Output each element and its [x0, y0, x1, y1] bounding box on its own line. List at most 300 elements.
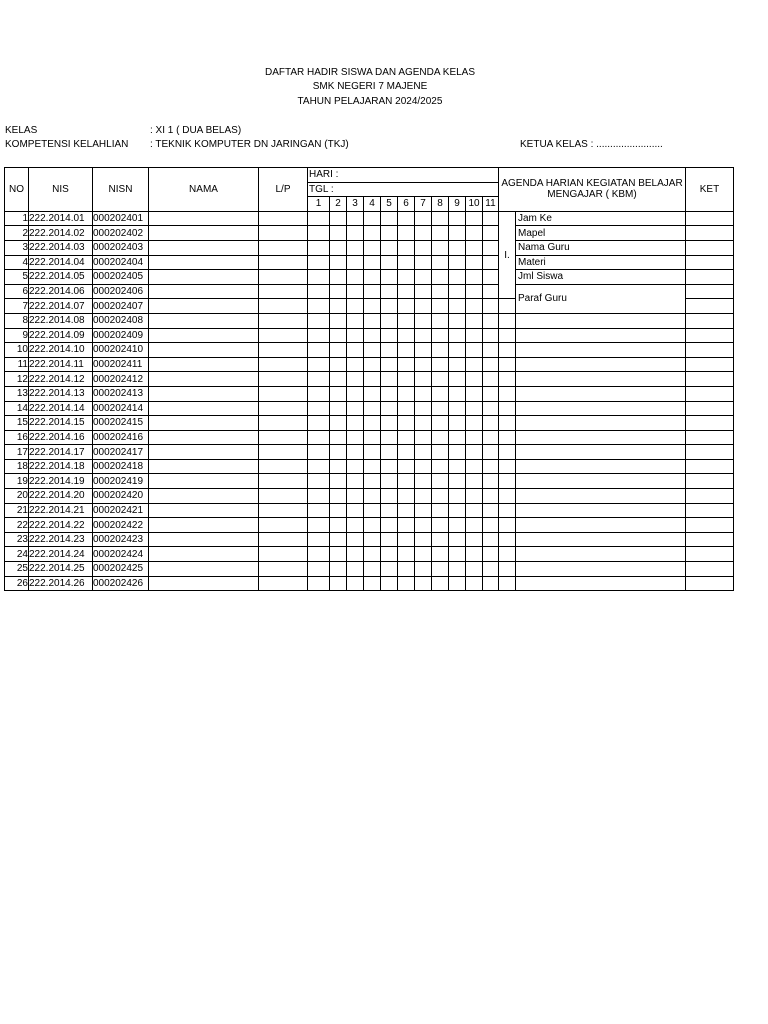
attendance-cell[interactable] [347, 211, 364, 226]
attendance-cell[interactable] [308, 562, 330, 577]
row-ket-cell[interactable] [686, 445, 734, 460]
attendance-cell[interactable] [308, 503, 330, 518]
attendance-cell[interactable] [483, 474, 499, 489]
attendance-cell[interactable] [330, 255, 347, 270]
attendance-cell[interactable] [308, 299, 330, 314]
attendance-cell[interactable] [364, 547, 381, 562]
attendance-cell[interactable] [398, 489, 415, 504]
attendance-cell[interactable] [364, 313, 381, 328]
row-ket-cell[interactable] [686, 357, 734, 372]
attendance-cell[interactable] [432, 357, 449, 372]
attendance-cell[interactable] [330, 489, 347, 504]
attendance-cell[interactable] [449, 226, 466, 241]
row-lp-cell[interactable] [259, 240, 308, 255]
attendance-cell[interactable] [483, 372, 499, 387]
attendance-cell[interactable] [381, 313, 398, 328]
attendance-cell[interactable] [381, 386, 398, 401]
attendance-cell[interactable] [330, 313, 347, 328]
attendance-cell[interactable] [415, 445, 432, 460]
row-lp-cell[interactable] [259, 211, 308, 226]
attendance-cell[interactable] [398, 401, 415, 416]
attendance-cell[interactable] [398, 576, 415, 591]
attendance-cell[interactable] [432, 313, 449, 328]
attendance-cell[interactable] [466, 474, 483, 489]
attendance-cell[interactable] [308, 445, 330, 460]
attendance-cell[interactable] [466, 226, 483, 241]
attendance-cell[interactable] [398, 284, 415, 299]
attendance-cell[interactable] [364, 372, 381, 387]
attendance-cell[interactable] [432, 416, 449, 431]
attendance-cell[interactable] [449, 518, 466, 533]
attendance-cell[interactable] [347, 518, 364, 533]
attendance-cell[interactable] [308, 459, 330, 474]
attendance-cell[interactable] [364, 416, 381, 431]
attendance-cell[interactable] [449, 372, 466, 387]
row-nama-cell[interactable] [149, 270, 259, 285]
row-lp-cell[interactable] [259, 489, 308, 504]
attendance-cell[interactable] [330, 459, 347, 474]
attendance-cell[interactable] [432, 211, 449, 226]
attendance-cell[interactable] [449, 211, 466, 226]
attendance-cell[interactable] [330, 576, 347, 591]
attendance-cell[interactable] [330, 474, 347, 489]
row-lp-cell[interactable] [259, 255, 308, 270]
attendance-cell[interactable] [347, 576, 364, 591]
attendance-cell[interactable] [432, 562, 449, 577]
attendance-cell[interactable] [415, 357, 432, 372]
row-lp-cell[interactable] [259, 270, 308, 285]
row-ket-cell[interactable] [686, 270, 734, 285]
attendance-cell[interactable] [415, 240, 432, 255]
attendance-cell[interactable] [381, 401, 398, 416]
attendance-cell[interactable] [308, 547, 330, 562]
attendance-cell[interactable] [347, 284, 364, 299]
attendance-cell[interactable] [364, 474, 381, 489]
attendance-cell[interactable] [347, 357, 364, 372]
attendance-cell[interactable] [381, 270, 398, 285]
attendance-cell[interactable] [364, 226, 381, 241]
row-lp-cell[interactable] [259, 299, 308, 314]
row-nama-cell[interactable] [149, 357, 259, 372]
attendance-cell[interactable] [398, 343, 415, 358]
row-lp-cell[interactable] [259, 313, 308, 328]
attendance-cell[interactable] [415, 532, 432, 547]
attendance-cell[interactable] [466, 255, 483, 270]
attendance-cell[interactable] [398, 445, 415, 460]
attendance-cell[interactable] [483, 416, 499, 431]
attendance-cell[interactable] [449, 474, 466, 489]
attendance-cell[interactable] [381, 445, 398, 460]
attendance-cell[interactable] [381, 416, 398, 431]
attendance-cell[interactable] [308, 489, 330, 504]
attendance-cell[interactable] [330, 226, 347, 241]
attendance-cell[interactable] [432, 240, 449, 255]
attendance-cell[interactable] [415, 430, 432, 445]
attendance-cell[interactable] [483, 357, 499, 372]
attendance-cell[interactable] [381, 357, 398, 372]
attendance-cell[interactable] [483, 576, 499, 591]
attendance-cell[interactable] [483, 226, 499, 241]
attendance-cell[interactable] [449, 270, 466, 285]
attendance-cell[interactable] [308, 255, 330, 270]
attendance-cell[interactable] [381, 503, 398, 518]
attendance-cell[interactable] [432, 532, 449, 547]
attendance-cell[interactable] [398, 562, 415, 577]
row-nama-cell[interactable] [149, 416, 259, 431]
row-lp-cell[interactable] [259, 372, 308, 387]
attendance-cell[interactable] [398, 240, 415, 255]
attendance-cell[interactable] [432, 226, 449, 241]
row-ket-cell[interactable] [686, 240, 734, 255]
row-nama-cell[interactable] [149, 386, 259, 401]
attendance-cell[interactable] [449, 328, 466, 343]
attendance-cell[interactable] [347, 430, 364, 445]
attendance-cell[interactable] [398, 547, 415, 562]
attendance-cell[interactable] [483, 503, 499, 518]
attendance-cell[interactable] [449, 445, 466, 460]
attendance-cell[interactable] [415, 401, 432, 416]
attendance-cell[interactable] [381, 430, 398, 445]
attendance-cell[interactable] [381, 576, 398, 591]
row-ket-cell[interactable] [686, 372, 734, 387]
attendance-cell[interactable] [381, 459, 398, 474]
attendance-cell[interactable] [330, 401, 347, 416]
attendance-cell[interactable] [483, 255, 499, 270]
row-lp-cell[interactable] [259, 430, 308, 445]
attendance-cell[interactable] [347, 459, 364, 474]
row-nama-cell[interactable] [149, 372, 259, 387]
attendance-cell[interactable] [398, 357, 415, 372]
row-ket-cell[interactable] [686, 489, 734, 504]
attendance-cell[interactable] [381, 532, 398, 547]
attendance-cell[interactable] [347, 328, 364, 343]
row-ket-cell[interactable] [686, 255, 734, 270]
attendance-cell[interactable] [415, 386, 432, 401]
attendance-cell[interactable] [449, 357, 466, 372]
attendance-cell[interactable] [398, 518, 415, 533]
attendance-cell[interactable] [449, 299, 466, 314]
row-ket-cell[interactable] [686, 328, 734, 343]
attendance-cell[interactable] [398, 503, 415, 518]
attendance-cell[interactable] [364, 386, 381, 401]
attendance-cell[interactable] [308, 518, 330, 533]
row-nama-cell[interactable] [149, 328, 259, 343]
attendance-cell[interactable] [432, 343, 449, 358]
attendance-cell[interactable] [415, 270, 432, 285]
row-ket-cell[interactable] [686, 401, 734, 416]
attendance-cell[interactable] [398, 270, 415, 285]
attendance-cell[interactable] [398, 211, 415, 226]
row-nama-cell[interactable] [149, 547, 259, 562]
attendance-cell[interactable] [330, 386, 347, 401]
attendance-cell[interactable] [398, 474, 415, 489]
row-nama-cell[interactable] [149, 562, 259, 577]
attendance-cell[interactable] [432, 255, 449, 270]
attendance-cell[interactable] [483, 343, 499, 358]
attendance-cell[interactable] [364, 489, 381, 504]
attendance-cell[interactable] [381, 255, 398, 270]
row-nama-cell[interactable] [149, 474, 259, 489]
attendance-cell[interactable] [330, 270, 347, 285]
attendance-cell[interactable] [432, 372, 449, 387]
attendance-cell[interactable] [466, 299, 483, 314]
attendance-cell[interactable] [330, 284, 347, 299]
attendance-cell[interactable] [449, 240, 466, 255]
attendance-cell[interactable] [432, 459, 449, 474]
attendance-cell[interactable] [449, 503, 466, 518]
row-nama-cell[interactable] [149, 240, 259, 255]
attendance-cell[interactable] [308, 532, 330, 547]
attendance-cell[interactable] [449, 562, 466, 577]
attendance-cell[interactable] [330, 547, 347, 562]
row-lp-cell[interactable] [259, 284, 308, 299]
attendance-cell[interactable] [364, 328, 381, 343]
attendance-cell[interactable] [466, 459, 483, 474]
attendance-cell[interactable] [483, 430, 499, 445]
attendance-cell[interactable] [364, 445, 381, 460]
attendance-cell[interactable] [381, 343, 398, 358]
attendance-cell[interactable] [308, 211, 330, 226]
attendance-cell[interactable] [308, 474, 330, 489]
row-ket-cell[interactable] [686, 211, 734, 226]
row-lp-cell[interactable] [259, 459, 308, 474]
attendance-cell[interactable] [483, 445, 499, 460]
attendance-cell[interactable] [308, 270, 330, 285]
row-nama-cell[interactable] [149, 401, 259, 416]
row-lp-cell[interactable] [259, 547, 308, 562]
attendance-cell[interactable] [381, 299, 398, 314]
attendance-cell[interactable] [347, 503, 364, 518]
attendance-cell[interactable] [432, 503, 449, 518]
attendance-cell[interactable] [347, 372, 364, 387]
attendance-cell[interactable] [466, 445, 483, 460]
attendance-cell[interactable] [347, 474, 364, 489]
attendance-cell[interactable] [449, 459, 466, 474]
attendance-cell[interactable] [398, 226, 415, 241]
attendance-cell[interactable] [330, 430, 347, 445]
attendance-cell[interactable] [308, 284, 330, 299]
attendance-cell[interactable] [330, 357, 347, 372]
attendance-cell[interactable] [432, 284, 449, 299]
attendance-cell[interactable] [364, 401, 381, 416]
attendance-cell[interactable] [466, 401, 483, 416]
attendance-cell[interactable] [466, 357, 483, 372]
attendance-cell[interactable] [330, 211, 347, 226]
attendance-cell[interactable] [466, 240, 483, 255]
attendance-cell[interactable] [483, 299, 499, 314]
attendance-cell[interactable] [449, 430, 466, 445]
attendance-cell[interactable] [432, 576, 449, 591]
attendance-cell[interactable] [483, 562, 499, 577]
row-nama-cell[interactable] [149, 255, 259, 270]
row-lp-cell[interactable] [259, 532, 308, 547]
attendance-cell[interactable] [466, 489, 483, 504]
row-nama-cell[interactable] [149, 226, 259, 241]
attendance-cell[interactable] [432, 474, 449, 489]
row-ket-cell[interactable] [686, 386, 734, 401]
attendance-cell[interactable] [308, 328, 330, 343]
row-nama-cell[interactable] [149, 459, 259, 474]
attendance-cell[interactable] [466, 270, 483, 285]
attendance-cell[interactable] [347, 401, 364, 416]
attendance-cell[interactable] [466, 416, 483, 431]
attendance-cell[interactable] [398, 328, 415, 343]
row-ket-cell[interactable] [686, 313, 734, 328]
attendance-cell[interactable] [415, 489, 432, 504]
attendance-cell[interactable] [432, 547, 449, 562]
attendance-cell[interactable] [398, 532, 415, 547]
attendance-cell[interactable] [381, 211, 398, 226]
attendance-cell[interactable] [415, 547, 432, 562]
attendance-cell[interactable] [381, 372, 398, 387]
attendance-cell[interactable] [364, 562, 381, 577]
row-lp-cell[interactable] [259, 474, 308, 489]
attendance-cell[interactable] [466, 532, 483, 547]
attendance-cell[interactable] [308, 240, 330, 255]
attendance-cell[interactable] [415, 576, 432, 591]
row-nama-cell[interactable] [149, 576, 259, 591]
attendance-cell[interactable] [381, 328, 398, 343]
attendance-cell[interactable] [308, 416, 330, 431]
attendance-cell[interactable] [483, 386, 499, 401]
attendance-cell[interactable] [308, 401, 330, 416]
attendance-cell[interactable] [330, 299, 347, 314]
row-nama-cell[interactable] [149, 532, 259, 547]
row-nama-cell[interactable] [149, 430, 259, 445]
attendance-cell[interactable] [483, 313, 499, 328]
row-ket-cell[interactable] [686, 459, 734, 474]
attendance-cell[interactable] [432, 386, 449, 401]
row-nama-cell[interactable] [149, 503, 259, 518]
attendance-cell[interactable] [364, 284, 381, 299]
row-lp-cell[interactable] [259, 576, 308, 591]
attendance-cell[interactable] [432, 401, 449, 416]
attendance-cell[interactable] [347, 562, 364, 577]
attendance-cell[interactable] [466, 576, 483, 591]
attendance-cell[interactable] [364, 240, 381, 255]
attendance-cell[interactable] [364, 343, 381, 358]
row-ket-cell[interactable] [686, 562, 734, 577]
attendance-cell[interactable] [449, 416, 466, 431]
attendance-cell[interactable] [432, 270, 449, 285]
attendance-cell[interactable] [381, 226, 398, 241]
attendance-cell[interactable] [466, 343, 483, 358]
attendance-cell[interactable] [330, 518, 347, 533]
attendance-cell[interactable] [449, 532, 466, 547]
attendance-cell[interactable] [381, 547, 398, 562]
row-ket-cell[interactable] [686, 503, 734, 518]
attendance-cell[interactable] [308, 226, 330, 241]
attendance-cell[interactable] [415, 226, 432, 241]
row-lp-cell[interactable] [259, 386, 308, 401]
attendance-cell[interactable] [330, 445, 347, 460]
row-ket-cell[interactable] [686, 284, 734, 299]
attendance-cell[interactable] [466, 430, 483, 445]
attendance-cell[interactable] [347, 416, 364, 431]
attendance-cell[interactable] [330, 562, 347, 577]
attendance-cell[interactable] [364, 503, 381, 518]
attendance-cell[interactable] [330, 240, 347, 255]
attendance-cell[interactable] [415, 284, 432, 299]
attendance-cell[interactable] [483, 270, 499, 285]
row-ket-cell[interactable] [686, 299, 734, 314]
attendance-cell[interactable] [449, 284, 466, 299]
attendance-cell[interactable] [308, 386, 330, 401]
row-nama-cell[interactable] [149, 489, 259, 504]
attendance-cell[interactable] [308, 430, 330, 445]
attendance-cell[interactable] [432, 430, 449, 445]
row-lp-cell[interactable] [259, 226, 308, 241]
attendance-cell[interactable] [347, 226, 364, 241]
attendance-cell[interactable] [466, 518, 483, 533]
attendance-cell[interactable] [432, 299, 449, 314]
attendance-cell[interactable] [347, 270, 364, 285]
attendance-cell[interactable] [364, 532, 381, 547]
attendance-cell[interactable] [415, 255, 432, 270]
attendance-cell[interactable] [364, 270, 381, 285]
attendance-cell[interactable] [432, 489, 449, 504]
attendance-cell[interactable] [466, 547, 483, 562]
attendance-cell[interactable] [398, 459, 415, 474]
attendance-cell[interactable] [398, 430, 415, 445]
attendance-cell[interactable] [364, 430, 381, 445]
attendance-cell[interactable] [449, 547, 466, 562]
attendance-cell[interactable] [330, 532, 347, 547]
attendance-cell[interactable] [398, 255, 415, 270]
row-nama-cell[interactable] [149, 211, 259, 226]
attendance-cell[interactable] [483, 328, 499, 343]
row-nama-cell[interactable] [149, 299, 259, 314]
attendance-cell[interactable] [432, 328, 449, 343]
attendance-cell[interactable] [398, 386, 415, 401]
row-lp-cell[interactable] [259, 401, 308, 416]
attendance-cell[interactable] [398, 416, 415, 431]
attendance-cell[interactable] [347, 313, 364, 328]
attendance-cell[interactable] [466, 211, 483, 226]
attendance-cell[interactable] [364, 518, 381, 533]
attendance-cell[interactable] [308, 357, 330, 372]
attendance-cell[interactable] [415, 562, 432, 577]
row-lp-cell[interactable] [259, 343, 308, 358]
attendance-cell[interactable] [381, 562, 398, 577]
attendance-cell[interactable] [398, 313, 415, 328]
row-ket-cell[interactable] [686, 532, 734, 547]
attendance-cell[interactable] [364, 299, 381, 314]
attendance-cell[interactable] [449, 343, 466, 358]
attendance-cell[interactable] [398, 372, 415, 387]
attendance-cell[interactable] [308, 576, 330, 591]
attendance-cell[interactable] [483, 211, 499, 226]
attendance-cell[interactable] [347, 386, 364, 401]
attendance-cell[interactable] [415, 503, 432, 518]
attendance-cell[interactable] [330, 503, 347, 518]
attendance-cell[interactable] [330, 372, 347, 387]
attendance-cell[interactable] [466, 503, 483, 518]
attendance-cell[interactable] [483, 240, 499, 255]
attendance-cell[interactable] [347, 489, 364, 504]
row-lp-cell[interactable] [259, 416, 308, 431]
attendance-cell[interactable] [347, 343, 364, 358]
attendance-cell[interactable] [308, 372, 330, 387]
attendance-cell[interactable] [330, 343, 347, 358]
row-lp-cell[interactable] [259, 562, 308, 577]
attendance-cell[interactable] [415, 211, 432, 226]
attendance-cell[interactable] [415, 313, 432, 328]
row-ket-cell[interactable] [686, 343, 734, 358]
row-lp-cell[interactable] [259, 328, 308, 343]
attendance-cell[interactable] [483, 489, 499, 504]
attendance-cell[interactable] [483, 518, 499, 533]
